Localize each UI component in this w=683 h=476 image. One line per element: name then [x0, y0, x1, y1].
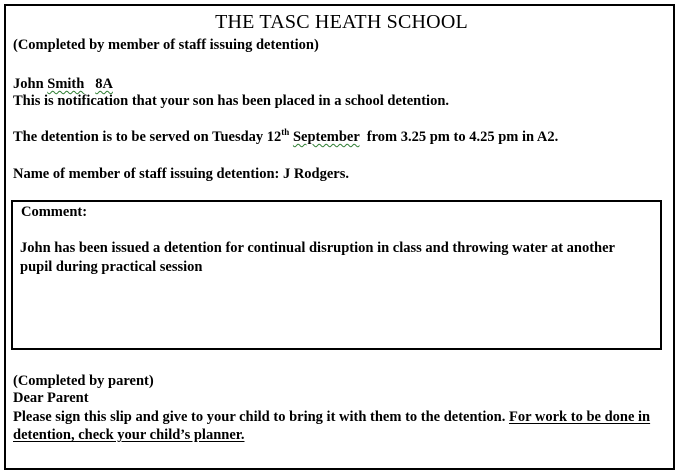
parent-instruction-text: Please sign this slip and give to your child to bring it with them to the detention.: [13, 409, 509, 425]
staff-name-line: Name of member of staff issuing detention: J Rodgers.: [13, 166, 350, 182]
notification-text: This is notification that your son has been placed in a school detention.: [13, 93, 450, 109]
detention-time-line: [13, 129, 558, 146]
parent-instruction-planner: For work to be done in detention, check your child’s planner.: [13, 409, 651, 443]
comment-label: Comment:: [21, 204, 88, 220]
detention-time-location: from 3.25 pm to 4.25 pm in A2.: [359, 129, 559, 145]
school-title: THE TASC HEATH SCHOOL: [215, 11, 468, 33]
student-form: 8A: [95, 76, 113, 92]
parent-greeting: Dear Parent: [13, 390, 89, 406]
detention-date-prefix: The detention is to be served on Tuesday 12: [13, 129, 282, 145]
detention-day-suffix: th: [281, 127, 290, 138]
student-line: [13, 76, 113, 93]
comment-box: [11, 200, 662, 350]
parent-completion-note: (Completed by parent): [13, 373, 154, 389]
staff-completion-note: (Completed by member of staff issuing detention): [13, 37, 319, 53]
comment-text: John has been issued a detention for continual disruption in class and throwing water at another pupil during practical session: [20, 240, 615, 275]
detention-month: September: [292, 129, 360, 145]
student-first-name: John: [13, 76, 44, 92]
student-last-name: Smith: [47, 76, 85, 92]
parent-instruction: [13, 408, 673, 444]
